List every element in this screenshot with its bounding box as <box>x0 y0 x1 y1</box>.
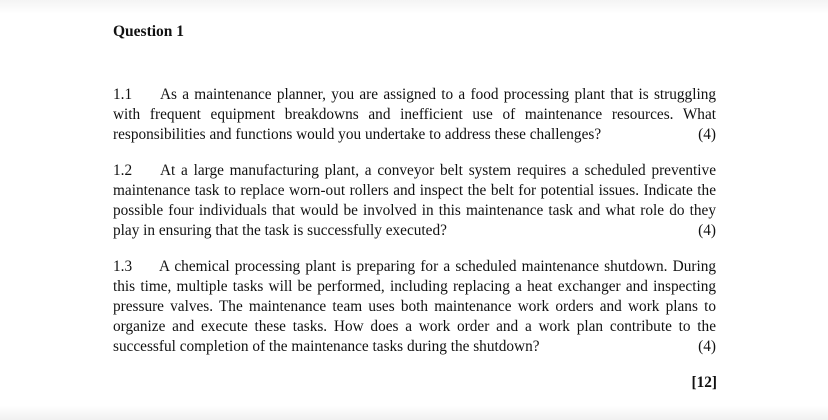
question-text: As a maintenance planner, you are assigned to a food processing plant that is struggling with frequent equipment breakdowns and inefficient use of maintenance resources. What responsibilities and functions would you undertake to address these challenges? <box>113 86 716 143</box>
question-1-3 <box>113 257 716 357</box>
question-marks: (4) <box>698 338 716 355</box>
question-number: 1.3 <box>113 258 133 275</box>
question-text: At a large manufacturing plant, a conveyor belt system requires a scheduled preventive maintenance task to replace worn-out rollers and inspect the belt for potential issues. Indicate the possible four individuals that would be involved in this maintenance task and what role do they play in ensuring that the task is successfully executed? <box>113 162 716 239</box>
question-marks: (4) <box>698 126 716 143</box>
total-marks: [12] <box>691 374 717 391</box>
question-text: A chemical processing plant is preparing for a scheduled maintenance shutdown. During this time, multiple tasks will be performed, including replacing a heat exchanger and inspecting pressure valves. The maintenance team uses both maintenance work orders and work plans to organize and execute these tasks. How does a work order and a work plan contribute to the successful completion of the maintenance tasks during the shutdown? <box>113 258 716 355</box>
question-number: 1.1 <box>113 86 133 103</box>
question-marks: (4) <box>698 222 716 239</box>
question-1-1 <box>113 85 716 145</box>
question-number: 1.2 <box>113 162 133 179</box>
question-1-2 <box>113 161 716 241</box>
question-heading: Question 1 <box>113 23 185 40</box>
